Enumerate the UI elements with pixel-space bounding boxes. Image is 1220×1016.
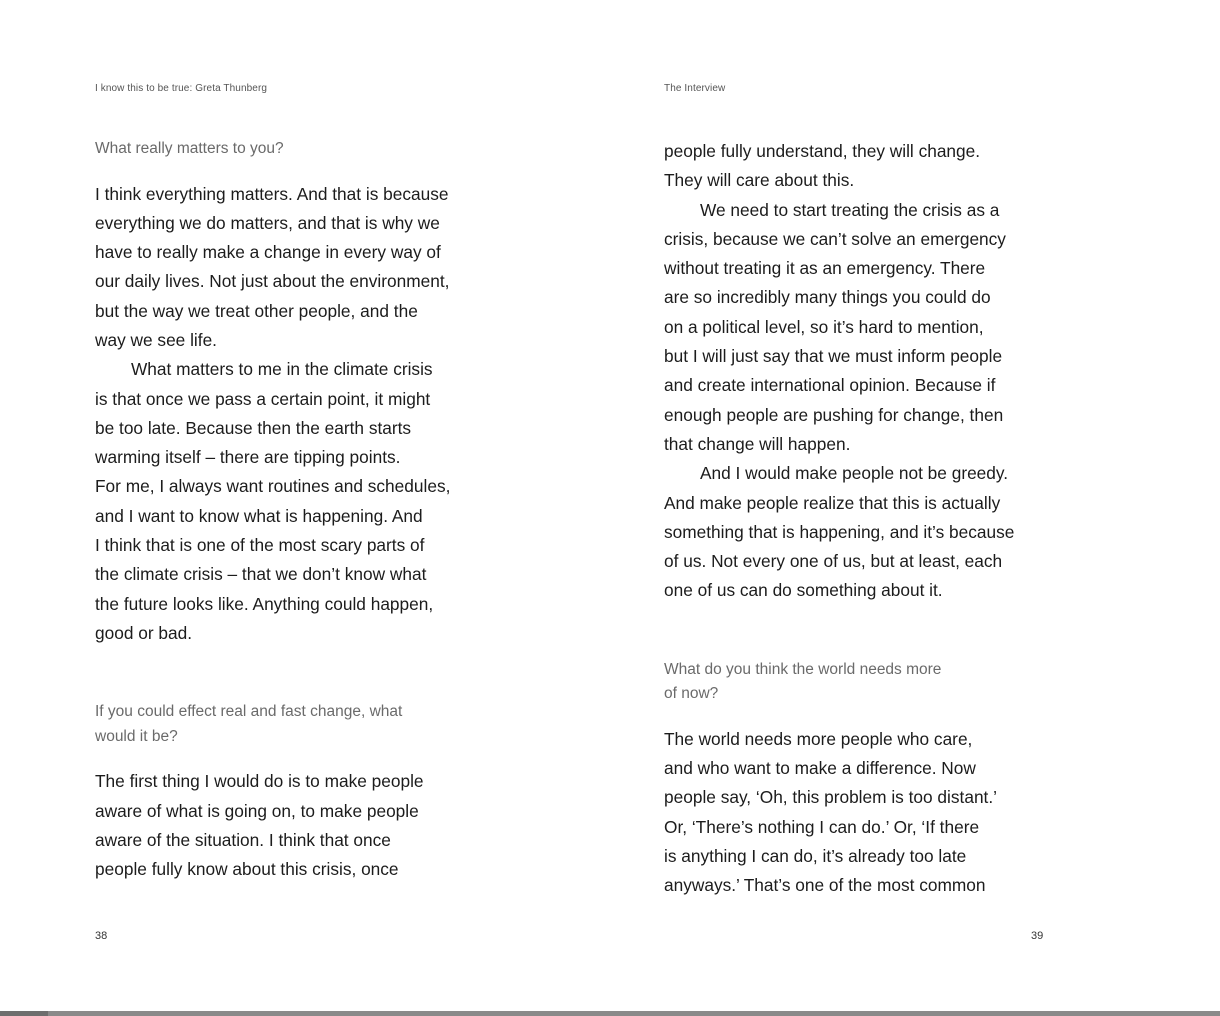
answer-line: The first thing I would do is to make people <box>95 771 424 792</box>
answer-line: We need to start treating the crisis as a <box>700 199 1000 220</box>
answer-line: but I will just say that we must inform people <box>664 346 1003 367</box>
answer-line: and create international opinion. Because if <box>664 375 996 396</box>
answer-line: is that once we pass a certain point, it might <box>95 388 431 409</box>
answer-line: the climate crisis – that we don’t know what <box>95 564 427 585</box>
answer-line: way we see life. <box>95 329 217 350</box>
answer-paragraph <box>95 767 495 884</box>
answer-line: They will care about this. <box>664 170 855 191</box>
answer-line: without treating it as an emergency. There <box>664 258 986 279</box>
right-text-block <box>664 137 1064 901</box>
answer-line: aware of what is going on, to make people <box>95 800 419 821</box>
answer-line: warming itself – there are tipping points. <box>95 447 401 468</box>
left-page <box>0 0 600 1012</box>
question-fast-change <box>95 700 495 749</box>
running-head-left: I know this to be true: Greta Thunberg <box>95 83 268 94</box>
answer-line: Or, ‘There’s nothing I can do.’ Or, ‘If there <box>664 816 980 837</box>
answer-line: people fully know about this crisis, once <box>95 859 399 880</box>
answer-line: I think that is one of the most scary parts of <box>95 535 425 556</box>
answer-line: crisis, because we can’t solve an emergency <box>664 228 1006 249</box>
answer-line: people say, ‘Oh, this problem is too distant.’ <box>664 787 997 808</box>
answer-line: everything we do matters, and that is why we <box>95 212 440 233</box>
answer-line: but the way we treat other people, and the <box>95 300 418 321</box>
scrollbar-thumb[interactable] <box>0 1011 48 1016</box>
answer-line: our daily lives. Not just about the environment, <box>95 271 450 292</box>
answer-line: good or bad. <box>95 622 193 643</box>
running-head-right: The Interview <box>664 83 726 94</box>
answer-line: of us. Not every one of us, but at least, each <box>664 551 1003 572</box>
answer-line: are so incredibly many things you could do <box>664 287 991 308</box>
question-what-matters <box>95 137 495 162</box>
answer-line: something that is happening, and it’s because <box>664 521 1015 542</box>
answer-line: is anything I can do, it’s already too late <box>664 845 967 866</box>
answer-line: and who want to make a difference. Now <box>664 758 976 779</box>
answer-line: enough people are pushing for change, then <box>664 404 1004 425</box>
question-line: What do you think the world needs more <box>664 660 942 678</box>
horizontal-scrollbar[interactable] <box>0 1011 1220 1016</box>
answer-line: and I want to know what is happening. And <box>95 505 423 526</box>
answer-line: the future looks like. Anything could happen, <box>95 593 434 614</box>
question-line: of now? <box>664 685 719 703</box>
question-line: would it be? <box>95 727 178 745</box>
answer-line: aware of the situation. I think that once <box>95 829 391 850</box>
answer-line: And I would make people not be greedy. <box>700 463 1009 484</box>
page-number-right: 39 <box>1031 930 1044 942</box>
answer-line: anyways.’ That’s one of the most common <box>664 875 986 896</box>
answer-paragraph <box>664 459 1064 605</box>
answer-paragraph <box>95 180 495 356</box>
answer-paragraph <box>664 196 1064 460</box>
answer-line: And make people realize that this is actually <box>664 492 1001 513</box>
answer-line: I think everything matters. And that is because <box>95 183 449 204</box>
question-world-needs <box>664 658 1064 707</box>
question-line: If you could effect real and fast change, what <box>95 703 403 721</box>
answer-line: be too late. Because then the earth starts <box>95 417 412 438</box>
right-page <box>610 0 1210 1012</box>
answer-line: What matters to me in the climate crisis <box>131 359 433 380</box>
page-number-left: 38 <box>95 930 108 942</box>
answer-line: For me, I always want routines and schedules, <box>95 476 451 497</box>
answer-paragraph <box>664 725 1064 901</box>
answer-line: one of us can do something about it. <box>664 580 943 601</box>
answer-line: people fully understand, they will change. <box>664 141 981 161</box>
left-text-block <box>95 137 495 884</box>
answer-line: The world needs more people who care, <box>664 728 973 749</box>
answer-line: that change will happen. <box>664 433 851 454</box>
answer-line: on a political level, so it’s hard to mention, <box>664 316 984 337</box>
answer-line: have to really make a change in every way of <box>95 242 441 263</box>
answer-paragraph <box>95 355 495 648</box>
answer-paragraph <box>664 137 1064 196</box>
question-line: What really matters to you? <box>95 140 284 157</box>
